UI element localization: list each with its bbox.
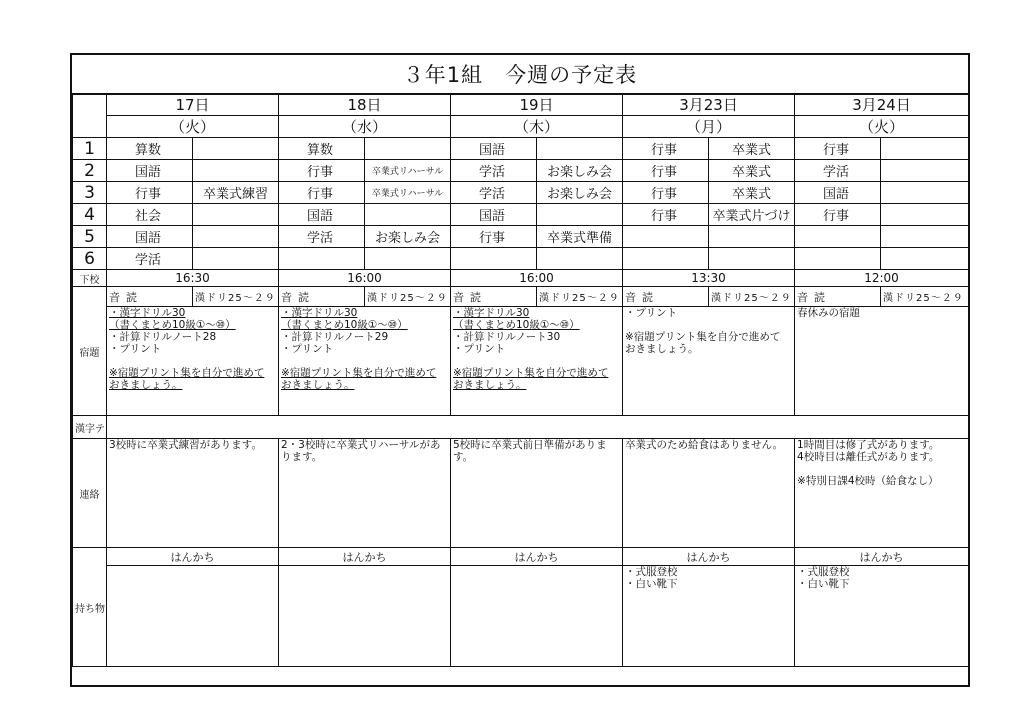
day-date: 19日	[451, 94, 623, 116]
period-event	[881, 182, 969, 204]
period-subject: 社会	[107, 204, 193, 226]
period-event: 卒業式練習	[193, 182, 279, 204]
schedule-sheet	[70, 53, 970, 687]
handkerchief-cell: はんかち	[279, 548, 451, 566]
belongings-line: ・白い靴下	[625, 578, 678, 590]
contact-content	[623, 439, 795, 548]
period-subject: 学活	[279, 226, 365, 248]
homework-line: （書くまとめ10級①〜⑩）	[281, 319, 408, 331]
dismissal-time: 13:30	[623, 270, 795, 287]
day-of-week: （月）	[623, 116, 795, 138]
day-date: 3月23日	[623, 94, 795, 116]
period-subject: 算数	[107, 138, 193, 160]
spacer	[109, 355, 276, 367]
homework-label: 宿題	[73, 287, 107, 416]
period-subject: 国語	[795, 182, 881, 204]
spacer	[625, 319, 792, 331]
period-event	[537, 204, 623, 226]
dismissal-label: 下校	[73, 270, 107, 287]
homework-line: ・プリント	[625, 307, 678, 319]
page-title: ３年1組 今週の予定表	[72, 55, 968, 95]
day-date: 17日	[107, 94, 279, 116]
period-event: 卒業式リハーサル	[365, 160, 451, 182]
period-subject	[623, 226, 709, 248]
homework-line: （書くまとめ10級①〜⑩）	[453, 319, 580, 331]
homework-content	[279, 307, 451, 416]
homework-content	[451, 307, 623, 416]
homework-content	[795, 307, 969, 416]
kanji-drill-cell: 漢ドリ25〜２９	[709, 287, 795, 307]
period-event: 卒業式	[709, 182, 795, 204]
belongings-content	[451, 566, 623, 667]
homework-line: ※宿題プリント集を自分で進めて	[453, 367, 609, 379]
belongings-label: 持ち物	[73, 548, 107, 667]
period-subject: 国語	[279, 204, 365, 226]
homework-line: 春休みの宿題	[797, 307, 861, 319]
period-event: お楽しみ会	[537, 160, 623, 182]
period-event: お楽しみ会	[365, 226, 451, 248]
contact-content	[795, 439, 969, 548]
belongings-content	[795, 566, 969, 667]
homework-line: ・漢字ドリル30	[281, 307, 358, 319]
belongings-line: ・式服登校	[797, 566, 850, 578]
period-subject: 行事	[279, 182, 365, 204]
period-subject: 行事	[623, 204, 709, 226]
contact-line: 5校時に卒業式前日準備がありま	[453, 439, 607, 451]
period-number: 1	[73, 138, 107, 160]
ondoku-cell: 音読	[623, 287, 709, 307]
period-event	[365, 248, 451, 270]
kanji-drill-cell: 漢ドリ25〜２９	[365, 287, 451, 307]
homework-line: おきましょう。	[281, 379, 355, 391]
period-subject: 行事	[623, 138, 709, 160]
period-event: 卒業式	[709, 160, 795, 182]
homework-line: ・計算ドリルノート28	[109, 331, 217, 343]
corner-cell	[73, 94, 107, 138]
homework-line: ※宿題プリント集を自分で進めて	[625, 331, 781, 343]
contact-line: 2・3校時に卒業式リハーサルがあります。	[281, 439, 441, 463]
period-event	[365, 204, 451, 226]
homework-line: ・プリント	[453, 343, 506, 355]
period-event	[365, 138, 451, 160]
period-event	[193, 204, 279, 226]
period-number: 5	[73, 226, 107, 248]
homework-line: おきましょう。	[453, 379, 527, 391]
period-subject: 行事	[107, 182, 193, 204]
contact-line: 4校時目は離任式があります。	[797, 451, 940, 463]
spacer	[453, 355, 620, 367]
period-subject	[279, 248, 365, 270]
period-event: お楽しみ会	[537, 182, 623, 204]
homework-line: ・プリント	[281, 343, 334, 355]
belongings-line: ・白い靴下	[797, 578, 850, 590]
period-subject: 行事	[795, 204, 881, 226]
period-event: 卒業式準備	[537, 226, 623, 248]
handkerchief-cell: はんかち	[623, 548, 795, 566]
day-of-week: （木）	[451, 116, 623, 138]
day-of-week: （火）	[107, 116, 279, 138]
period-subject: 国語	[451, 138, 537, 160]
period-subject: 学活	[451, 182, 537, 204]
period-event	[709, 226, 795, 248]
handkerchief-cell: はんかち	[107, 548, 279, 566]
period-event	[193, 248, 279, 270]
handkerchief-cell: はんかち	[451, 548, 623, 566]
day-of-week: （水）	[279, 116, 451, 138]
homework-line: （書くまとめ10級①〜⑩）	[109, 319, 236, 331]
period-subject: 学活	[451, 160, 537, 182]
kanji-test-cell	[107, 416, 969, 439]
handkerchief-cell: はんかち	[795, 548, 969, 566]
dismissal-time: 12:00	[795, 270, 969, 287]
period-number: 2	[73, 160, 107, 182]
contact-content	[279, 439, 451, 548]
period-number: 4	[73, 204, 107, 226]
homework-line: ・漢字ドリル30	[109, 307, 186, 319]
period-event: 卒業式片づけ	[709, 204, 795, 226]
period-event	[709, 248, 795, 270]
kanji-drill-cell: 漢ドリ25〜２９	[881, 287, 969, 307]
period-subject	[451, 248, 537, 270]
belongings-content	[279, 566, 451, 667]
belongings-line: ・式服登校	[625, 566, 678, 578]
period-event	[537, 138, 623, 160]
period-event: 卒業式リハーサル	[365, 182, 451, 204]
period-subject: 算数	[279, 138, 365, 160]
dismissal-time: 16:00	[279, 270, 451, 287]
period-event	[881, 138, 969, 160]
period-event	[881, 204, 969, 226]
period-subject: 国語	[107, 160, 193, 182]
period-subject: 学活	[795, 160, 881, 182]
period-event	[537, 248, 623, 270]
period-event	[881, 248, 969, 270]
period-subject: 行事	[623, 160, 709, 182]
homework-line: ※宿題プリント集を自分で進めて	[109, 367, 265, 379]
period-subject	[623, 248, 709, 270]
period-event	[193, 226, 279, 248]
period-event	[881, 226, 969, 248]
contact-line: 1時間目は修了式があります。	[797, 439, 940, 451]
period-subject: 学活	[107, 248, 193, 270]
homework-line: ・計算ドリルノート30	[453, 331, 561, 343]
contact-line: す。	[453, 451, 474, 463]
ondoku-cell: 音読	[279, 287, 365, 307]
kanji-drill-cell: 漢ドリ25〜２９	[537, 287, 623, 307]
period-number: 3	[73, 182, 107, 204]
period-event	[193, 160, 279, 182]
schedule-table	[72, 93, 969, 667]
ondoku-cell: 音読	[451, 287, 537, 307]
kanji-test-label: 漢字テ	[73, 416, 107, 439]
period-subject: 国語	[451, 204, 537, 226]
belongings-content	[623, 566, 795, 667]
period-subject: 行事	[623, 182, 709, 204]
spacer	[281, 355, 448, 367]
day-of-week: （火）	[795, 116, 969, 138]
homework-line: ・計算ドリルノート29	[281, 331, 389, 343]
homework-content	[107, 307, 279, 416]
contact-content	[451, 439, 623, 548]
homework-line: おきましょう。	[109, 379, 183, 391]
day-date: 18日	[279, 94, 451, 116]
homework-line: おきましょう。	[625, 343, 699, 355]
homework-line: ※宿題プリント集を自分で進めて	[281, 367, 437, 379]
contact-line: ※特別日課4校時（給食なし）	[797, 475, 939, 487]
homework-line: ・プリント	[109, 343, 162, 355]
period-subject: 国語	[107, 226, 193, 248]
contact-content	[107, 439, 279, 548]
period-subject	[795, 226, 881, 248]
period-event	[881, 160, 969, 182]
period-subject	[795, 248, 881, 270]
spacer	[797, 463, 966, 475]
dismissal-time: 16:30	[107, 270, 279, 287]
period-subject: 行事	[279, 160, 365, 182]
ondoku-cell: 音読	[107, 287, 193, 307]
contact-line: 3校時に卒業式練習があります。	[109, 439, 262, 451]
period-event: 卒業式	[709, 138, 795, 160]
dismissal-time: 16:00	[451, 270, 623, 287]
day-date: 3月24日	[795, 94, 969, 116]
belongings-content	[107, 566, 279, 667]
kanji-drill-cell: 漢ドリ25〜２９	[193, 287, 279, 307]
ondoku-cell: 音読	[795, 287, 881, 307]
homework-line: ・漢字ドリル30	[453, 307, 530, 319]
period-event	[193, 138, 279, 160]
period-subject: 行事	[451, 226, 537, 248]
homework-content	[623, 307, 795, 416]
contact-line: 卒業式のため給食はありません。	[625, 439, 784, 451]
contact-label: 連絡	[73, 439, 107, 548]
period-subject: 行事	[795, 138, 881, 160]
period-number: 6	[73, 248, 107, 270]
